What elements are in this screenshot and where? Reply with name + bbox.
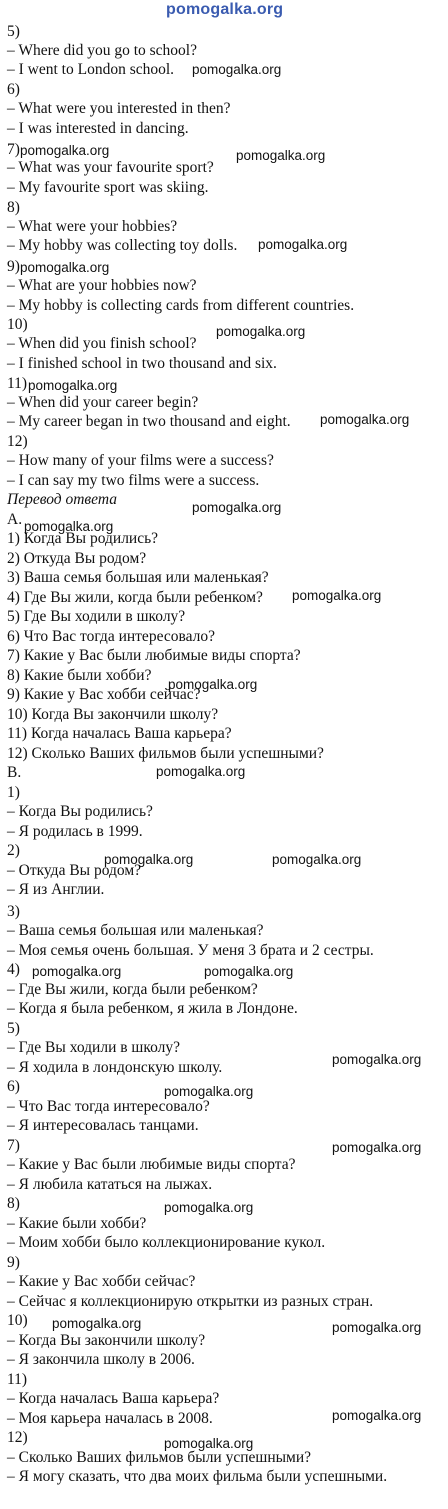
question-line: – What were your hobbies? — [7, 218, 178, 235]
question-line: 11) Когда началась Ваша карьера? — [7, 725, 232, 742]
item-number: 6) — [7, 1078, 20, 1095]
answer-line: – Моим хобби было коллекционирование кукол. — [7, 1234, 326, 1251]
watermark: pomogalka.org — [168, 677, 258, 692]
answer-line: – My hobby was collecting toy dolls. — [7, 237, 238, 254]
answer-line: – Когда я была ребенком, я жила в Лондоне. — [7, 1000, 298, 1017]
item-number: 10) — [7, 316, 28, 333]
item-number: 9) — [7, 258, 20, 275]
item-number: 5) — [7, 23, 20, 40]
answer-line: – Сейчас я коллекционирую открытки из разных стран. — [7, 1293, 374, 1310]
question-line: – Какие были хобби? — [7, 1215, 147, 1232]
question-line: – Когда Вы родились? — [7, 803, 153, 820]
item-number: 3) — [7, 903, 20, 920]
item-number: 12) — [7, 1429, 28, 1446]
answer-line: – My favourite sport was skiing. — [7, 179, 209, 196]
answer-line: – Я ходила в лондонскую школу. — [7, 1059, 223, 1076]
answer-line: – Я интересовалась танцами. — [7, 1117, 199, 1134]
question-line: 1) Когда Вы родились? — [7, 530, 159, 547]
translation-heading: Перевод ответа — [7, 491, 117, 508]
answer-line: – Я могу сказать, что два моих фильма были успешными. — [7, 1468, 388, 1485]
question-line: – Где Вы ходили в школу? — [7, 1039, 181, 1056]
watermark: pomogalka.org — [156, 764, 246, 779]
item-number: 2) — [7, 842, 20, 859]
question-line: – Сколько Ваших фильмов были успешными? — [7, 1449, 312, 1466]
watermark: pomogalka.org — [258, 237, 348, 252]
item-number: 7) — [7, 1137, 20, 1154]
item-number: 8) — [7, 1195, 20, 1212]
question-line: – What are your hobbies now? — [7, 277, 197, 294]
section-label: A. — [7, 511, 23, 528]
watermark: pomogalka.org — [272, 852, 362, 867]
question-line: 4) Где Вы жили, когда были ребенком? — [7, 589, 263, 606]
watermark: pomogalka.org — [52, 1316, 142, 1331]
answer-line: – I went to London school. — [7, 61, 175, 78]
question-line: – What was your favourite sport? — [7, 159, 214, 176]
question-line: 12) Сколько Ваших фильмов были успешными? — [7, 745, 324, 762]
watermark: pomogalka.org — [192, 62, 282, 77]
item-number: 8) — [7, 199, 20, 216]
watermark: pomogalka.org — [192, 500, 282, 515]
watermark: pomogalka.org — [20, 143, 110, 158]
question-line: 2) Откуда Вы родом? — [7, 550, 147, 567]
item-number: 11) — [7, 1371, 28, 1388]
watermark: pomogalka.org — [332, 1408, 422, 1423]
item-number: 6) — [7, 81, 20, 98]
item-number: 10) — [7, 1312, 28, 1329]
question-line: – Где Вы жили, когда были ребенком? — [7, 981, 258, 998]
answer-line: – Я из Англии. — [7, 881, 105, 898]
item-number: 5) — [7, 1020, 20, 1037]
question-line: 10) Когда Вы закончили школу? — [7, 706, 219, 723]
question-line: – Ваша семья большая или маленькая? — [7, 922, 264, 939]
question-line: 5) Где Вы ходили в школу? — [7, 608, 186, 625]
answer-line: – My career began in two thousand and eight. — [7, 413, 291, 430]
question-line: 6) Что Вас тогда интересовало? — [7, 628, 215, 645]
question-line: – Что Вас тогда интересовало? — [7, 1098, 210, 1115]
question-line: – Откуда Вы родом? — [7, 862, 142, 879]
question-line: – Where did you go to school? — [7, 42, 197, 59]
question-line: 7) Какие у Вас были любимые виды спорта? — [7, 647, 301, 664]
watermark: pomogalka.org — [332, 1052, 422, 1067]
watermark: pomogalka.org — [166, 1, 284, 18]
watermark: pomogalka.org — [24, 519, 114, 534]
answer-line: – I finished school in two thousand and six. — [7, 355, 277, 372]
answer-line: – Моя семья очень большая. У меня 3 брата и 2 сестры. — [7, 942, 374, 959]
question-line: 8) Какие были хобби? — [7, 667, 152, 684]
watermark: pomogalka.org — [28, 378, 118, 393]
watermark: pomogalka.org — [164, 1436, 254, 1451]
item-number: 1) — [7, 784, 20, 801]
answer-line: – I can say my two films were a success. — [7, 472, 260, 489]
section-label: B. — [7, 764, 22, 781]
item-number: 12) — [7, 433, 28, 450]
watermark: pomogalka.org — [332, 1320, 422, 1335]
item-number: 11) — [7, 375, 28, 392]
watermark: pomogalka.org — [104, 852, 194, 867]
question-line: – Какие у Вас хобби сейчас? — [7, 1273, 196, 1290]
item-number: 4) — [7, 961, 20, 978]
question-line: – Какие у Вас были любимые виды спорта? — [7, 1156, 296, 1173]
watermark: pomogalka.org — [32, 964, 122, 979]
question-line: – When did your career begin? — [7, 394, 199, 411]
watermark: pomogalka.org — [320, 412, 410, 427]
item-number: 9) — [7, 1254, 20, 1271]
answer-line: – Моя карьера началась в 2008. — [7, 1410, 213, 1427]
question-line: – What were you interested in then? — [7, 100, 231, 117]
watermark: pomogalka.org — [164, 1200, 254, 1215]
answer-line: – Я любила кататься на лыжах. — [7, 1176, 213, 1193]
watermark: pomogalka.org — [236, 148, 326, 163]
question-line: – Когда началась Ваша карьера? — [7, 1390, 220, 1407]
answer-line: – My hobby is collecting cards from different countries. — [7, 297, 355, 314]
item-number: 7) — [7, 141, 20, 158]
watermark: pomogalka.org — [292, 588, 382, 603]
answer-line: – I was interested in dancing. — [7, 120, 189, 137]
watermark: pomogalka.org — [164, 1084, 254, 1099]
answer-line: – Я закончила школу в 2006. — [7, 1351, 195, 1368]
question-line: 9) Какие у Вас хобби сейчас? — [7, 686, 201, 703]
question-line: 3) Ваша семья большая или маленькая? — [7, 569, 269, 586]
watermark: pomogalka.org — [20, 260, 110, 275]
answer-line: – Я родилась в 1999. — [7, 823, 143, 840]
watermark: pomogalka.org — [332, 1140, 422, 1155]
question-line: – Когда Вы закончили школу? — [7, 1332, 206, 1349]
question-line: – How many of your films were a success? — [7, 452, 274, 469]
watermark: pomogalka.org — [216, 324, 306, 339]
question-line: – When did you finish school? — [7, 335, 197, 352]
watermark: pomogalka.org — [204, 964, 294, 979]
